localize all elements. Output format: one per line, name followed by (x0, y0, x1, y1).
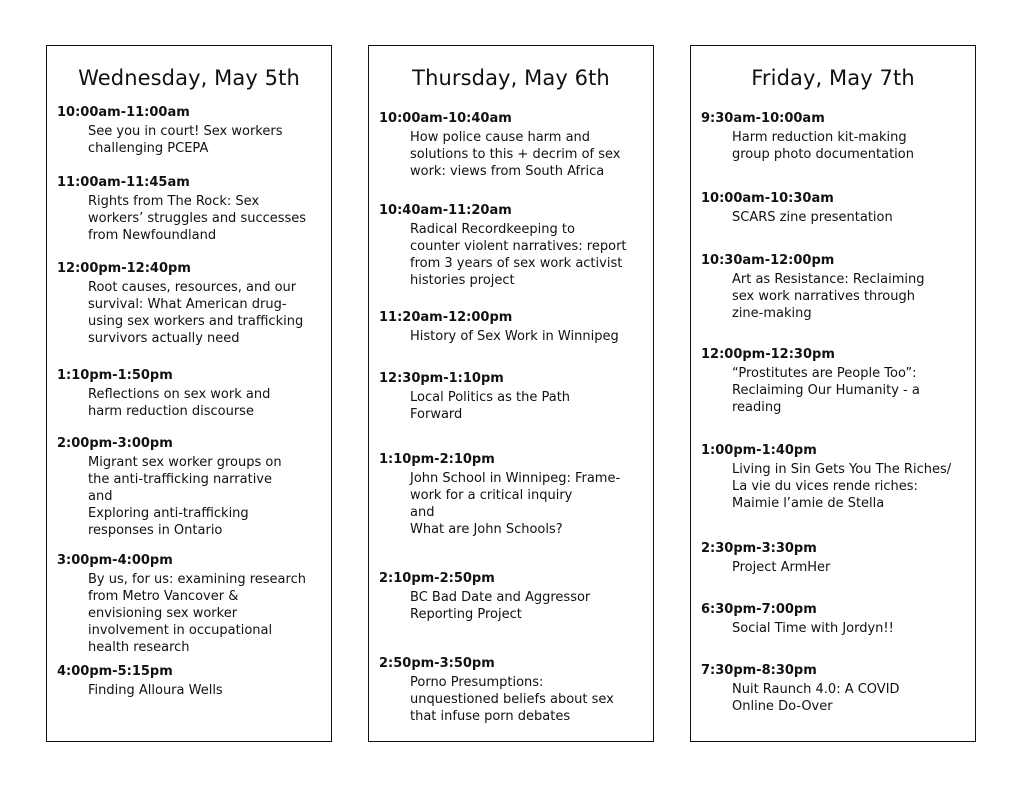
session (57, 435, 325, 539)
session-title: Reflections on sex work and harm reduction discourse (88, 387, 271, 419)
session-time: 10:30am-12:00pm (701, 253, 835, 268)
day-title: Friday, May 7th (751, 66, 915, 90)
session (379, 309, 647, 345)
session-time: 12:30pm-1:10pm (379, 371, 504, 386)
session (57, 260, 325, 347)
session-title: Root causes, resources, and our survival: What American drug- using sex workers and trafficking survivors actually need (88, 280, 304, 346)
session (701, 110, 969, 163)
session (379, 451, 647, 538)
session-title: Art as Resistance: Reclaiming sex work narratives through zine-making (732, 272, 925, 321)
session-title: Living in Sin Gets You The Riches/ La vie du vices rende riches: Maimie l’amie de Stella (732, 462, 952, 511)
session-time: 12:00pm-12:40pm (57, 261, 191, 276)
session (701, 252, 969, 322)
session (701, 346, 969, 416)
session-title: History of Sex Work in Winnipeg (410, 329, 619, 344)
session (57, 367, 325, 420)
session-title: Finding Alloura Wells (88, 683, 223, 698)
day-column-thursday (368, 45, 654, 742)
session-title: Harm reduction kit-making group photo documentation (732, 130, 914, 162)
session-time: 2:10pm-2:50pm (379, 571, 495, 586)
session-title: Migrant sex worker groups on the anti-trafficking narrative and Exploring anti-trafficking responses in Ontario (88, 455, 282, 538)
session-title: How police cause harm and solutions to this + decrim of sex work: views from South Africa (410, 130, 621, 179)
session-time: 10:00am-11:00am (57, 105, 190, 120)
day-column-friday (690, 45, 976, 742)
session-title: Porno Presumptions: unquestioned beliefs about sex that infuse porn debates (410, 675, 614, 724)
session-title: “Prostitutes are People Too”: Reclaiming Our Humanity - a reading (732, 366, 920, 415)
session (379, 110, 647, 180)
session-time: 6:30pm-7:00pm (701, 602, 817, 617)
session (57, 104, 325, 157)
session-time: 2:30pm-3:30pm (701, 541, 817, 556)
session-title: BC Bad Date and Aggressor Reporting Project (410, 590, 591, 622)
session-time: 1:10pm-2:10pm (379, 452, 495, 467)
session-time: 10:00am-10:40am (379, 111, 512, 126)
session-time: 12:00pm-12:30pm (701, 347, 835, 362)
session (57, 663, 325, 699)
session-time: 2:00pm-3:00pm (57, 436, 173, 451)
session-title: Rights from The Rock: Sex workers’ struggles and successes from Newfoundland (88, 194, 307, 243)
session-title: Nuit Raunch 4.0: A COVID Online Do-Over (732, 682, 900, 714)
session-time: 11:00am-11:45am (57, 175, 190, 190)
session (701, 662, 969, 715)
session-title: Radical Recordkeeping to counter violent narratives: report from 3 years of sex work activist histories project (410, 222, 627, 288)
session (379, 570, 647, 623)
session-title: SCARS zine presentation (732, 210, 893, 225)
session (379, 370, 647, 423)
session (57, 174, 325, 244)
session (379, 202, 647, 289)
session (701, 190, 969, 226)
session-title: Project ArmHer (732, 560, 831, 575)
session-time: 4:00pm-5:15pm (57, 664, 173, 679)
session-time: 11:20am-12:00pm (379, 310, 513, 325)
session (379, 655, 647, 725)
session-title: See you in court! Sex workers challenging PCEPA (88, 124, 283, 156)
session (701, 601, 969, 637)
session-time: 9:30am-10:00am (701, 111, 825, 126)
day-column-wednesday (46, 45, 332, 742)
session-time: 1:10pm-1:50pm (57, 368, 173, 383)
session (701, 540, 969, 576)
session-time: 10:00am-10:30am (701, 191, 834, 206)
session (57, 552, 325, 656)
session-time: 3:00pm-4:00pm (57, 553, 173, 568)
session-title: Social Time with Jordyn!! (732, 621, 894, 636)
session-title: By us, for us: examining research from Metro Vancover & envisioning sex worker involvement in occupational health research (88, 572, 306, 655)
session-title: John School in Winnipeg: Frame- work for a critical inquiry and What are John Schools? (410, 471, 621, 537)
session-time: 7:30pm-8:30pm (701, 663, 817, 678)
session-time: 2:50pm-3:50pm (379, 656, 495, 671)
session-time: 1:00pm-1:40pm (701, 443, 817, 458)
session-title: Local Politics as the Path Forward (410, 390, 571, 422)
day-title: Wednesday, May 5th (78, 66, 300, 90)
session (701, 442, 969, 512)
day-title: Thursday, May 6th (412, 66, 610, 90)
session-time: 10:40am-11:20am (379, 203, 512, 218)
